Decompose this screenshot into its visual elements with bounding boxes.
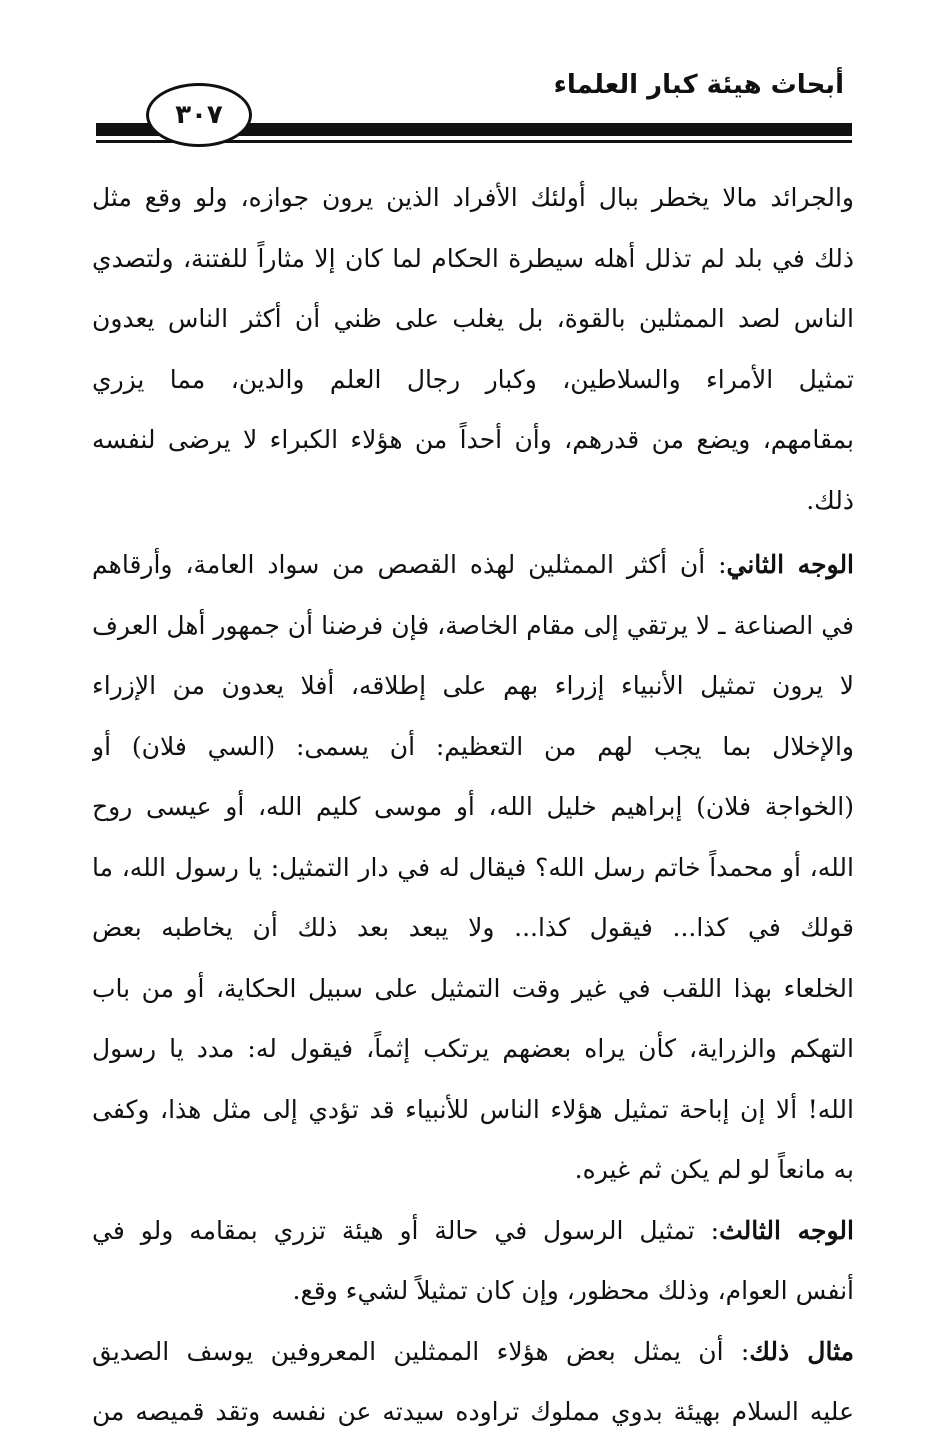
- text-line: [92, 1261, 854, 1322]
- line-text: والإخلال بما يجب لهم من التعظيم: أن يسمى: (السي فلان) أو: [92, 731, 854, 761]
- page-header: [0, 0, 936, 150]
- text-line: [92, 1322, 854, 1383]
- section-lead: مثال ذلك: [749, 1336, 854, 1366]
- text-line: [92, 1080, 854, 1141]
- text-line: [92, 289, 854, 350]
- line-text: الله، أو محمداً خاتم رسل الله؟ فيقال له في دار التمثيل: يا رسول الله، ما: [92, 852, 854, 882]
- line-text: الله! ألا إن إباحة تمثيل هؤلاء الناس للأنبياء قد تؤدي إلى مثل هذا، وكفى: [92, 1094, 854, 1124]
- line-text: (الخواجة فلان) إبراهيم خليل الله، أو موسى كليم الله، أو عيسى روح: [92, 792, 854, 821]
- text-line: [92, 168, 854, 229]
- line-text: ذلك.: [806, 485, 854, 515]
- line-text: : تمثيل الرسول في حالة أو هيئة تزري بمقامه ولو في: [92, 1215, 720, 1245]
- line-text: التهكم والزراية، كأن يراه بعضهم يرتكب إثماً، فيقول له: مدد يا رسول: [92, 1034, 854, 1063]
- line-text: والجرائد مالا يخطر ببال أولئك الأفراد الذين يرون جوازه، ولو وقع مثل: [92, 183, 854, 212]
- page-number: ٣٠٧: [146, 83, 252, 147]
- line-text: أنفس العوام، وذلك محظور، وإن كان تمثيلاً لشيء وقع.: [292, 1276, 854, 1305]
- line-text: : أن أكثر الممثلين لهذه القصص من سواد العامة، وأرقاهم: [92, 550, 727, 579]
- line-text: الخلعاء بهذا اللقب في غير وقت التمثيل على سبيل الحكاية، أو من باب: [92, 973, 854, 1003]
- text-line: [92, 1019, 854, 1080]
- text-line: [92, 717, 854, 778]
- text-line: [92, 1140, 854, 1201]
- text-line: [92, 350, 854, 411]
- line-text: ذلك في بلد لم تذلل أهله سيطرة الحكام لما كان إلا مثاراً للفتنة، ولتصدي: [92, 243, 854, 273]
- line-text: : أن يمثل بعض هؤلاء الممثلين المعروفين يوسف الصديق: [92, 1336, 750, 1366]
- line-text: عليه السلام بهيئة بدوي مملوك تراوده سيدته عن نفسه وتقد قميصه من: [92, 1397, 854, 1426]
- text-line: [92, 838, 854, 899]
- line-text: قولك في كذا... فيقول كذا... ولا يبعد بعد ذلك أن يخاطبه بعض: [92, 913, 854, 942]
- section-lead: الوجه الثالث: [719, 1215, 854, 1245]
- text-line: [92, 535, 854, 596]
- line-text: به مانعاً لو لم يكن ثم غيره.: [574, 1155, 854, 1184]
- text-line: [92, 1201, 854, 1262]
- text-line: [92, 959, 854, 1020]
- text-line: [92, 596, 854, 657]
- line-text: لا يرون تمثيل الأنبياء إزراء بهم على إطلاقه، أفلا يعدون من الإزراء: [92, 671, 854, 700]
- body-text: [92, 168, 854, 1443]
- line-text: في الصناعة ـ لا يرتقي إلى مقام الخاصة، فإن فرضنا أن جمهور أهل العرف: [92, 610, 854, 640]
- text-line: [92, 410, 854, 471]
- text-line: [92, 1382, 854, 1443]
- text-line: [92, 656, 854, 717]
- running-title: أبحاث هيئة كبار العلماء: [553, 70, 844, 100]
- text-line: [92, 471, 854, 532]
- text-line: [92, 777, 854, 838]
- text-line: [92, 898, 854, 959]
- line-text: تمثيل الأمراء والسلاطين، وكبار رجال العلم والدين، مما يزري: [92, 364, 854, 394]
- line-text: الناس لصد الممثلين بالقوة، بل يغلب على ظني أن أكثر الناس يعدون: [92, 304, 854, 333]
- section-lead: الوجه الثاني: [726, 550, 854, 579]
- text-line: [92, 229, 854, 290]
- line-text: بمقامهم، ويضع من قدرهم، وأن أحداً من هؤلاء الكبراء لا يرضى لنفسه: [92, 425, 854, 454]
